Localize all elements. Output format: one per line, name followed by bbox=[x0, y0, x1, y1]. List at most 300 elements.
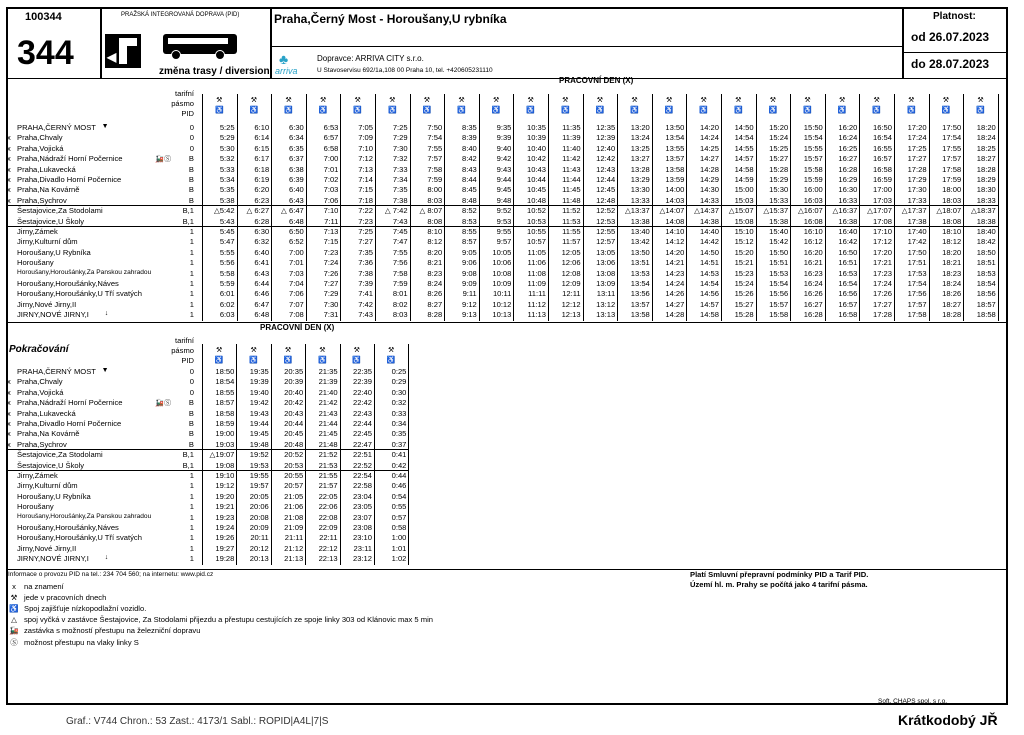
legend-item bbox=[8, 582, 433, 593]
departure-time: 7:55 bbox=[392, 247, 408, 257]
departure-time: 10:43 bbox=[526, 164, 546, 174]
wheelchair-icon: ♿ bbox=[941, 107, 951, 114]
workday-icon: ⚒ bbox=[527, 97, 534, 104]
departure-time: 14:25 bbox=[699, 143, 719, 153]
departure-time: 15:27 bbox=[769, 154, 789, 164]
departure-time: 18:24 bbox=[976, 133, 996, 143]
departure-time: 7:10 bbox=[323, 206, 339, 216]
departure-time: 14:29 bbox=[699, 175, 719, 184]
departure-time: 15:26 bbox=[734, 289, 754, 299]
wheelchair-icon: ♿ bbox=[976, 107, 985, 114]
stop-name: Praha,Vojická bbox=[17, 143, 64, 153]
departure-time: 16:57 bbox=[838, 299, 858, 309]
wheelchair-icon: ♿ bbox=[284, 107, 293, 114]
departure-time: 19:00 bbox=[215, 429, 235, 439]
departure-time: 20:53 bbox=[284, 460, 304, 470]
departure-time: 10:55 bbox=[526, 227, 546, 236]
departure-time: 18:50 bbox=[976, 247, 996, 257]
departure-time: 7:43 bbox=[392, 216, 408, 226]
departure-time: 12:13 bbox=[561, 310, 581, 320]
departure-time: 23:12 bbox=[352, 554, 372, 564]
departure-time: 6:58 bbox=[323, 143, 339, 153]
departure-time: 22:09 bbox=[318, 523, 338, 532]
departure-time: 16:28 bbox=[838, 164, 858, 174]
departure-time: 14:10 bbox=[665, 227, 685, 236]
departure-time: 21:05 bbox=[284, 491, 304, 501]
wheelchair-icon: ♿ bbox=[214, 357, 224, 364]
departure-time: 19:42 bbox=[249, 398, 269, 408]
departure-time: 15:29 bbox=[769, 175, 789, 184]
departure-time: 15:25 bbox=[769, 143, 789, 153]
departure-time: 16:42 bbox=[838, 237, 858, 247]
departure-time: 17:40 bbox=[907, 227, 927, 236]
validity-box bbox=[902, 7, 1008, 79]
departure-time: 17:20 bbox=[872, 247, 892, 257]
stop-zone: 1 bbox=[189, 310, 194, 320]
wheelchair-icon: ♿ bbox=[457, 107, 466, 114]
stop-name: Jirny,Kulturní dům bbox=[17, 481, 78, 491]
stop-zone: 1 bbox=[189, 512, 194, 522]
stop-zone: B,1 bbox=[182, 206, 194, 216]
departure-time: 7:10 bbox=[358, 143, 373, 153]
departure-time: 7:04 bbox=[289, 279, 304, 288]
departure-time: 9:39 bbox=[496, 133, 512, 143]
departure-time: 16:12 bbox=[803, 237, 823, 247]
stop-name: Praha,Na Kovárně bbox=[17, 185, 80, 195]
departure-time: 7:15 bbox=[323, 237, 339, 247]
departure-time: 7:39 bbox=[358, 279, 373, 288]
stop-zone: 1 bbox=[189, 237, 194, 247]
departure-time: 12:55 bbox=[596, 227, 616, 236]
departure-time: 7:03 bbox=[323, 185, 339, 195]
departure-time: 17:54 bbox=[942, 133, 962, 143]
conditions-1: Platí Smluvní přepravní podmínky PID a Tarif PID. bbox=[690, 570, 869, 579]
departure-time: 19:12 bbox=[215, 481, 235, 491]
departure-time: 20:06 bbox=[249, 502, 269, 512]
legend-text: spoj vyčká v zastávce Šestajovice, Za Stodolami přijezdu a přestupu cestujících ze spoje linky 303 od Klánovic max 5 min bbox=[24, 615, 433, 624]
stop-name: Horoušany,U Rybníka bbox=[17, 491, 91, 501]
departure-time: 13:13 bbox=[596, 310, 616, 320]
departure-time: 5:43 bbox=[219, 216, 235, 226]
departure-time: 17:28 bbox=[907, 164, 927, 174]
departure-time: △18:07 bbox=[936, 206, 962, 216]
departure-time: 8:48 bbox=[462, 195, 477, 205]
departure-time: 6:15 bbox=[254, 143, 270, 153]
departure-time: 16:08 bbox=[803, 216, 823, 226]
departure-time: 5:32 bbox=[219, 154, 235, 164]
route-change-label: změna trasy / diversion bbox=[159, 66, 270, 77]
departure-time: 7:05 bbox=[358, 123, 373, 132]
departure-time: 15:40 bbox=[769, 227, 789, 236]
departure-time: △ 6:47 bbox=[281, 206, 304, 216]
wheelchair-icon: ♿ bbox=[352, 357, 362, 364]
departure-time: 21:09 bbox=[284, 523, 304, 532]
wheelchair-icon: ♿ bbox=[906, 107, 916, 114]
wheelchair-icon: ♿ bbox=[318, 107, 328, 114]
departure-time: 13:20 bbox=[630, 123, 650, 132]
departure-time: 15:54 bbox=[803, 133, 823, 143]
departure-time: 18:25 bbox=[976, 143, 996, 153]
departure-time: 20:08 bbox=[249, 512, 269, 522]
departure-time: △19:07 bbox=[209, 450, 235, 460]
departure-time: 22:44 bbox=[352, 419, 372, 428]
wheelchair-icon: ♿ bbox=[560, 107, 570, 114]
departure-time: 18:58 bbox=[976, 310, 996, 320]
line-number: 344 bbox=[17, 34, 74, 72]
departure-time: 18:26 bbox=[942, 289, 962, 299]
departure-time: 18:20 bbox=[976, 123, 996, 132]
stop-name: Horoušany,Horoušánky,Náves bbox=[17, 279, 119, 288]
workday-icon: ⚒ bbox=[388, 347, 395, 354]
departure-time: 7:23 bbox=[358, 216, 373, 226]
arriva-logo: ♣ bbox=[279, 51, 289, 67]
workday-icon: ⚒ bbox=[353, 347, 360, 354]
legend-item bbox=[8, 615, 433, 626]
departure-time: 14:08 bbox=[665, 216, 685, 226]
departure-time: 8:28 bbox=[427, 310, 443, 320]
departure-time: 7:38 bbox=[358, 268, 373, 278]
departure-time: 13:54 bbox=[630, 279, 650, 288]
stop-mark-icon: ▼ bbox=[101, 123, 109, 130]
departure-time: 7:57 bbox=[427, 154, 443, 164]
departure-time: 9:42 bbox=[496, 154, 512, 164]
stop-name: Horoušany bbox=[17, 502, 54, 512]
workday-icon: ⚒ bbox=[492, 97, 500, 104]
stop-zone: 0 bbox=[189, 133, 194, 143]
stop-zone: B bbox=[188, 439, 194, 449]
workday-icon: ⚒ bbox=[873, 97, 880, 104]
section-divider bbox=[6, 569, 1008, 570]
wheelchair-icon: ♿ bbox=[387, 107, 397, 114]
departure-time: 19:26 bbox=[215, 533, 235, 543]
departure-time: 17:57 bbox=[942, 154, 962, 164]
departure-time: 17:27 bbox=[907, 154, 927, 164]
stop-x-marker: x bbox=[7, 398, 11, 408]
departure-time: 13:58 bbox=[665, 164, 685, 174]
departure-time: 14:24 bbox=[699, 133, 719, 143]
stop-x-marker: x bbox=[7, 429, 11, 439]
departure-time: 15:20 bbox=[734, 247, 754, 257]
workday-icon: ⚒ bbox=[700, 97, 707, 104]
departure-time: 10:40 bbox=[526, 143, 546, 153]
departure-time: 1:01 bbox=[391, 543, 407, 553]
stop-name: Praha,Chvaly bbox=[17, 377, 63, 387]
workday-icon: ⚒ bbox=[389, 97, 396, 104]
departure-time: 7:03 bbox=[289, 268, 304, 278]
departure-time: 15:21 bbox=[734, 258, 754, 268]
stop-name: Praha,Nádraží Horní Počernice bbox=[17, 154, 123, 164]
departure-time: 7:59 bbox=[427, 175, 443, 184]
departure-time: 6:41 bbox=[254, 258, 270, 268]
departure-time: 18:57 bbox=[215, 398, 235, 408]
departure-time: 14:38 bbox=[699, 216, 719, 226]
departure-time: 14:53 bbox=[699, 268, 719, 278]
wheelchair-icon: ♿ bbox=[318, 357, 327, 364]
departure-time: 16:33 bbox=[838, 195, 858, 205]
stop-x-marker: x bbox=[7, 408, 11, 418]
departure-time: 7:08 bbox=[289, 310, 304, 320]
stop-zone: B bbox=[188, 429, 194, 439]
departure-time: 15:51 bbox=[769, 258, 789, 268]
departure-time: 6:47 bbox=[254, 299, 270, 309]
workday-icon: ⚒ bbox=[942, 97, 950, 104]
departure-time: 14:21 bbox=[665, 258, 685, 268]
departure-time: 17:20 bbox=[907, 123, 927, 132]
departure-time: 23:05 bbox=[352, 502, 372, 512]
stop-x-marker: x bbox=[7, 164, 11, 174]
workday-icon: ⚒ bbox=[216, 97, 223, 104]
departure-time: 18:28 bbox=[942, 310, 962, 320]
stop-x-marker: x bbox=[7, 387, 11, 397]
stop-mark-icon: ▼ bbox=[101, 367, 109, 374]
departure-time: 21:06 bbox=[284, 502, 304, 512]
departure-time: 0:55 bbox=[391, 502, 407, 512]
stop-zone: B bbox=[188, 175, 194, 184]
departure-time: 12:48 bbox=[596, 195, 616, 205]
departure-time: 6:03 bbox=[219, 310, 235, 320]
departure-time: 12:53 bbox=[596, 216, 616, 226]
departure-time: 20:43 bbox=[284, 408, 304, 418]
departure-time: 10:44 bbox=[526, 175, 546, 184]
departure-time: 17:03 bbox=[872, 195, 892, 205]
departure-time: 11:44 bbox=[562, 175, 581, 184]
departure-time: 10:09 bbox=[492, 279, 512, 288]
departure-time: 15:03 bbox=[734, 195, 754, 205]
departure-time: 15:58 bbox=[803, 164, 823, 174]
departure-time: 17:27 bbox=[872, 299, 892, 309]
departure-time: 23:08 bbox=[352, 523, 372, 532]
carrier-name: Dopravce: ARRIVA CITY s.r.o. bbox=[317, 54, 424, 63]
departure-time: 6:30 bbox=[254, 227, 270, 236]
departure-time: 14:28 bbox=[665, 310, 685, 320]
departure-time: 8:01 bbox=[392, 289, 408, 299]
validity-from: od 26.07.2023 bbox=[911, 30, 990, 44]
departure-time: 8:55 bbox=[462, 227, 477, 236]
departure-time: 9:57 bbox=[496, 237, 512, 247]
departure-time: 15:33 bbox=[769, 195, 789, 205]
departure-time: 20:48 bbox=[284, 439, 304, 449]
workday-icon: ⚒ bbox=[908, 97, 915, 104]
departure-time: 7:30 bbox=[392, 143, 408, 153]
departure-time: 7:13 bbox=[323, 227, 339, 236]
departure-time: 8:26 bbox=[427, 289, 443, 299]
departure-time: 11:12 bbox=[527, 299, 546, 309]
departure-time: 13:30 bbox=[630, 185, 650, 195]
departure-time: 5:58 bbox=[219, 268, 235, 278]
departure-time: 10:48 bbox=[526, 195, 546, 205]
departure-time: 22:40 bbox=[352, 387, 372, 397]
departure-time: 17:29 bbox=[907, 175, 927, 184]
departure-time: 18:08 bbox=[942, 216, 962, 226]
conditions-2: Území hl. m. Prahy se počítá jako 4 tarifní pásma. bbox=[690, 580, 868, 589]
departure-time: 7:13 bbox=[358, 164, 373, 174]
departure-time: △17:07 bbox=[867, 206, 892, 216]
departure-time: 7:27 bbox=[323, 279, 339, 288]
zone-header-3: PID bbox=[181, 109, 194, 118]
departure-time: 22:39 bbox=[352, 377, 372, 387]
departure-time: 20:42 bbox=[284, 398, 304, 408]
departure-time: 18:12 bbox=[942, 237, 962, 247]
departure-time: 17:30 bbox=[907, 185, 927, 195]
departure-time: 18:21 bbox=[942, 258, 962, 268]
departure-time: 13:57 bbox=[630, 299, 650, 309]
departure-time: 10:08 bbox=[492, 268, 512, 278]
wheelchair-icon: ♿ bbox=[595, 107, 605, 114]
departure-time: 7:06 bbox=[323, 195, 339, 205]
departure-time: 19:48 bbox=[249, 439, 269, 449]
departure-time: 12:43 bbox=[596, 164, 616, 174]
departure-time: 17:51 bbox=[907, 258, 927, 268]
departure-time: 15:58 bbox=[769, 310, 789, 320]
departure-time: 7:29 bbox=[392, 133, 408, 143]
departure-time: 17:50 bbox=[942, 123, 962, 132]
stop-mark-icon: ↓ bbox=[104, 310, 109, 318]
departure-time: 7:58 bbox=[392, 268, 408, 278]
departure-time: 22:54 bbox=[352, 471, 372, 480]
departure-time: 14:55 bbox=[734, 143, 754, 153]
departure-time: 6:01 bbox=[219, 289, 235, 299]
departure-time: 5:38 bbox=[219, 195, 235, 205]
departure-time: 16:38 bbox=[838, 216, 858, 226]
departure-time: 22:43 bbox=[352, 408, 372, 418]
stop-x-marker: x bbox=[7, 185, 11, 195]
departure-time: 15:50 bbox=[769, 247, 789, 257]
departure-time: 18:58 bbox=[215, 408, 235, 418]
departure-time: 9:08 bbox=[462, 268, 477, 278]
stop-zone: B bbox=[188, 398, 194, 408]
departure-time: 22:08 bbox=[318, 512, 338, 522]
departure-time: 6:40 bbox=[254, 247, 270, 257]
departure-time: 7:38 bbox=[392, 195, 408, 205]
workday-icon: ⚒ bbox=[250, 97, 258, 104]
top-timetable bbox=[6, 76, 1008, 323]
departure-time: 7:45 bbox=[392, 227, 408, 236]
departure-time: 6:43 bbox=[254, 268, 270, 278]
departure-time: 6:10 bbox=[254, 123, 270, 132]
departure-time: 12:05 bbox=[561, 247, 581, 257]
wheelchair-icon: ♿ bbox=[872, 107, 882, 114]
stop-zone: 0 bbox=[189, 377, 194, 387]
departure-time: 17:57 bbox=[907, 299, 927, 309]
departure-time: 18:53 bbox=[976, 268, 996, 278]
departure-time: 13:11 bbox=[596, 289, 616, 299]
departure-time: 6:32 bbox=[254, 237, 270, 247]
departure-time: 0:54 bbox=[391, 491, 407, 501]
stop-name: Horoušany,Horoušánky,Náves bbox=[17, 523, 119, 532]
departure-time: 14:40 bbox=[699, 227, 719, 236]
departure-time: 17:08 bbox=[872, 216, 892, 226]
departure-time: 7:50 bbox=[427, 123, 443, 132]
legend-text: zastávka s možností přestupu na železniční dopravu bbox=[24, 626, 201, 635]
zone-header-1: tarifní bbox=[175, 89, 194, 98]
departure-time: 7:31 bbox=[323, 310, 339, 320]
stop-name: Praha,Divadlo Horní Počernice bbox=[17, 175, 122, 184]
departure-time: 7:41 bbox=[358, 289, 373, 299]
departure-time: 12:12 bbox=[561, 299, 581, 309]
departure-time: 6:53 bbox=[323, 123, 339, 132]
stop-zone: 1 bbox=[189, 491, 194, 501]
departure-time: 15:54 bbox=[769, 279, 789, 288]
departure-time: 19:08 bbox=[215, 460, 235, 470]
departure-time: 5:56 bbox=[219, 258, 235, 268]
diversion-icon: ◀ bbox=[105, 34, 141, 68]
departure-time: 10:45 bbox=[526, 185, 546, 195]
departure-time: 20:11 bbox=[250, 533, 269, 543]
departure-time: 19:43 bbox=[249, 408, 269, 418]
departure-time: 18:27 bbox=[942, 299, 962, 309]
workday-icon: ⚒ bbox=[735, 97, 742, 104]
departure-time: △13:37 bbox=[624, 206, 650, 216]
departure-time: 17:50 bbox=[907, 247, 927, 257]
departure-time: 13:50 bbox=[630, 247, 650, 257]
departure-time: 11:55 bbox=[562, 227, 581, 236]
stop-x-marker: x bbox=[7, 195, 11, 205]
departure-time: 12:45 bbox=[596, 185, 616, 195]
column-divider bbox=[998, 94, 999, 321]
departure-time: △17:37 bbox=[901, 206, 927, 216]
departure-time: 14:57 bbox=[734, 154, 754, 164]
departure-time: 8:57 bbox=[462, 237, 477, 247]
wheelchair-icon: ♿ bbox=[353, 107, 363, 114]
departure-time: 11:52 bbox=[562, 206, 581, 216]
departure-time: 0:34 bbox=[391, 419, 407, 428]
departure-time: 14:57 bbox=[699, 299, 719, 309]
departure-time: 0:29 bbox=[391, 377, 407, 387]
validity-to: do 28.07.2023 bbox=[911, 57, 990, 71]
departure-time: 18:03 bbox=[942, 195, 962, 205]
departure-time: 22:47 bbox=[352, 439, 372, 449]
departure-time: 17:24 bbox=[872, 279, 892, 288]
departure-time: 6:48 bbox=[254, 310, 270, 320]
departure-time: 21:13 bbox=[284, 554, 304, 564]
stop-name: Šestajovice,U Školy bbox=[17, 216, 85, 226]
legend-symbol: Ⓢ bbox=[10, 638, 18, 647]
departure-time: 15:27 bbox=[734, 299, 754, 309]
departure-time: 17:38 bbox=[907, 216, 927, 226]
departure-time: 21:45 bbox=[318, 429, 338, 439]
departure-time: 18:30 bbox=[976, 185, 996, 195]
pid-label: PRAŽSKÁ INTEGROVANÁ DOPRAVA (PID) bbox=[121, 12, 240, 18]
departure-time: △ 6:27 bbox=[246, 206, 270, 216]
departure-time: 11:48 bbox=[562, 195, 581, 205]
departure-time: 10:39 bbox=[526, 133, 546, 143]
departure-time: 19:24 bbox=[215, 523, 235, 532]
departure-time: 13:58 bbox=[630, 310, 650, 320]
departure-time: 21:42 bbox=[318, 398, 338, 408]
wheelchair-icon: ♿ bbox=[699, 107, 709, 114]
departure-time: 14:30 bbox=[699, 185, 719, 195]
departure-time: 21:52 bbox=[318, 450, 338, 460]
stop-zone: 1 bbox=[189, 471, 194, 480]
departure-time: 1:02 bbox=[391, 554, 407, 564]
departure-time: 12:08 bbox=[561, 268, 581, 278]
departure-time: 16:03 bbox=[803, 195, 823, 205]
departure-time: 6:34 bbox=[289, 133, 304, 143]
departure-time: 14:26 bbox=[665, 289, 685, 299]
departure-time: 20:45 bbox=[284, 429, 304, 439]
departure-time: 7:23 bbox=[323, 247, 339, 257]
departure-time: 20:13 bbox=[249, 554, 269, 564]
arriva-text: arriva bbox=[275, 66, 298, 76]
departure-time: 8:21 bbox=[427, 258, 443, 268]
departure-time: 13:27 bbox=[630, 154, 650, 164]
departure-time: 8:44 bbox=[462, 175, 477, 184]
departure-time: 19:23 bbox=[215, 512, 235, 522]
departure-time: 0:46 bbox=[391, 481, 407, 491]
departure-time: 17:23 bbox=[872, 268, 892, 278]
departure-time: 14:59 bbox=[734, 175, 754, 184]
departure-time: 7:14 bbox=[358, 175, 373, 184]
